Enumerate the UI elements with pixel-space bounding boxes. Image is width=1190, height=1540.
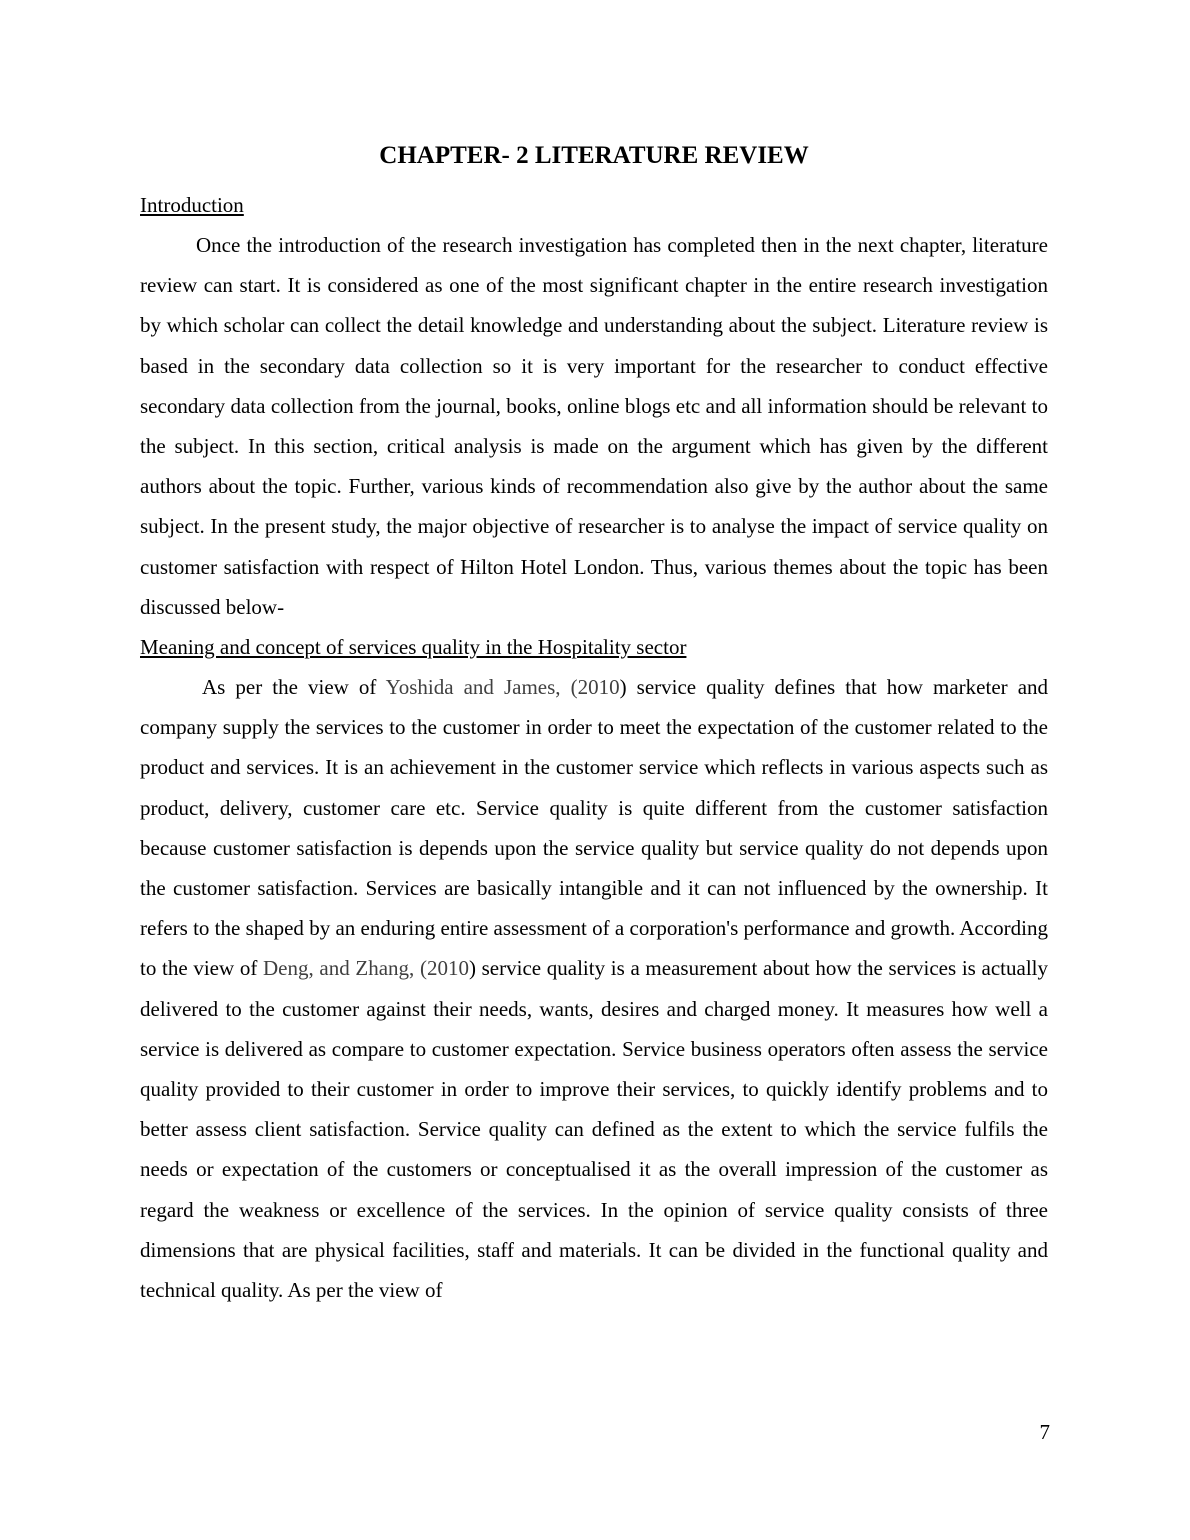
section-heading-service-quality: Meaning and concept of services quality in the Hospitality sector bbox=[140, 635, 687, 660]
chapter-title: CHAPTER- 2 LITERATURE REVIEW bbox=[379, 142, 809, 169]
section-heading-introduction: Introduction bbox=[140, 193, 244, 217]
page-content bbox=[140, 140, 1048, 1310]
paragraph-text: ) service quality is a measurement about how the services is actually delivered to the customer against their needs, wants, desires and charged money. It measures how well a service is delivered as compare to customer expectation. Service business operators often assess the service quality provided to their customer in order to improve their services, to quickly identify problems and to better assess client satisfaction. Service quality can defined as the extent to which the service fulfils the needs or expectation of the customers or conceptualised it as the overall impression of the customer as regard the weakness or excellence of the services. In the opinion of service quality consists of three dimensions that are physical facilities, staff and materials. It can be divided in the functional quality and technical quality. As per the view of bbox=[140, 956, 1048, 1303]
citation-deng-zhang: Deng, and Zhang, (2010 bbox=[263, 956, 469, 981]
service-quality-paragraph bbox=[140, 667, 1048, 1310]
page-number: 7 bbox=[1039, 1420, 1050, 1444]
paragraph-text: ) service quality defines that how marketer and company supply the services to the customer in order to meet the expectation of the customer related to the product and services. It is an achievement in the customer service which reflects in various aspects such as product, delivery, customer care etc. Service quality is quite different from the customer satisfaction because customer satisfaction is depends upon the service quality but service quality do not depends upon the customer satisfaction. Services are basically intangible and it can not influenced by the ownership. It refers to the shaped by an enduring entire assessment of a corporation's performance and growth. According to the view of bbox=[140, 675, 1049, 981]
paragraph-text: As per the view of bbox=[202, 675, 386, 700]
citation-yoshida-james: Yoshida and James, (2010 bbox=[385, 675, 620, 700]
introduction-paragraph: Once the introduction of the research investigation has completed then in the next chapter, literature review can start. It is considered as one of the most significant chapter in the entire research investigation by which scholar can collect the detail knowledge and understanding about the subject. Literature review is based in the secondary data collection so it is very important for the researcher to conduct effective secondary data collection from the journal, books, online blogs etc and all information should be relevant to the subject. In this section, critical analysis is made on the argument which has given by the different authors about the topic. Further, various kinds of recommendation also give by the author about the same subject. In the present study, the major objective of researcher is to analyse the impact of service quality on customer satisfaction with respect of Hilton Hotel London. Thus, various themes about the topic has been discussed below- bbox=[140, 233, 1048, 619]
